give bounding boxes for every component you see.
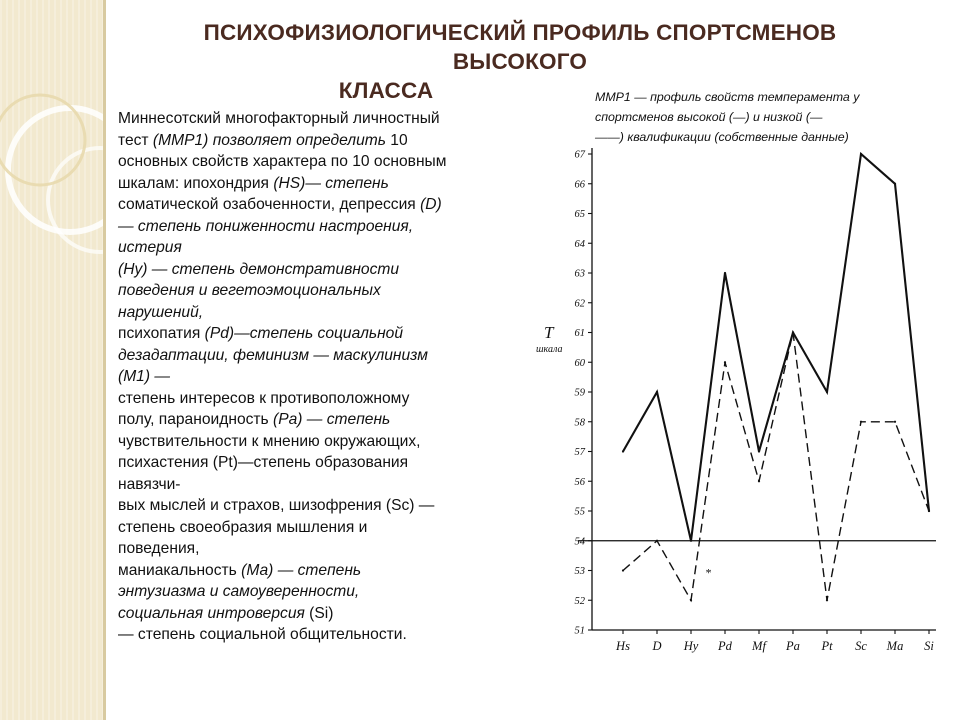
description-segment: психопатия [118,325,205,342]
data-point [690,599,692,601]
x-tick-label: Ma [886,639,904,653]
data-point [656,391,658,393]
x-tick-label: Pa [786,639,800,653]
description-segment: — степень социальной общительности. [118,626,407,643]
title-line-1: ПСИХОФИЗИОЛОГИЧЕСКИЙ ПРОФИЛЬ СПОРТСМЕНОВ [203,20,837,45]
description-line [118,173,518,195]
description-segment: энтузиазма и самоуверенности, [118,583,360,600]
y-axis-label: T [544,323,554,342]
x-tick-label: Pd [718,639,732,653]
description-segment: степень своеобразия мышления и [118,518,368,536]
description-segment: (Ма) — степень [241,561,362,579]
data-point [826,391,828,393]
y-tick-label: 60 [574,357,585,369]
title-line-2: ВЫСОКОГО [452,49,588,74]
y-tick-label: 66 [574,179,585,191]
description-line [118,323,518,345]
sidebar-divider [103,0,106,720]
data-point [758,480,760,482]
description-line [118,280,518,302]
description-line [118,538,518,560]
chart-caption [595,87,940,147]
description-line [118,581,518,603]
description-line [118,517,518,539]
y-tick-label: 57 [574,447,585,458]
description-line [118,495,518,517]
description-segment: истерия [118,239,182,256]
description-segment: тест [118,131,153,149]
description-segment: шкалам: ипохондрия [118,174,274,192]
x-tick-label: Mf [752,639,766,653]
x-tick-label: Sc [855,639,867,653]
y-tick-label: 58 [574,417,585,429]
description-line [118,216,518,238]
description-segment: (Ну) — степень демонстративности [118,260,400,278]
description-segment: (ММР1) позволяет определить [152,131,386,149]
description-segment: (HS)— степень [273,174,389,192]
y-tick-label: 59 [574,387,585,399]
x-tick-label: Hs [616,639,630,653]
description-segment: Миннесотский многофакторный личностный [118,110,440,127]
y-tick-label: 56 [574,476,585,488]
description-segment: (М1) — [118,368,170,385]
data-point [792,331,794,333]
y-tick-label: 65 [574,209,585,220]
description-line [118,603,518,625]
y-tick-label: 61 [574,328,585,339]
decorative-sidebar [0,0,103,720]
description-line [118,560,518,582]
data-point [622,450,624,452]
description-line [118,452,518,474]
data-point [724,361,726,363]
data-point [656,540,658,542]
description-line [118,388,518,410]
y-tick-label: 62 [574,298,585,310]
description-line [118,409,518,431]
data-point [894,421,896,423]
y-tick-label: 67 [574,149,585,161]
x-tick-label: D [652,639,662,653]
description-line [118,366,518,388]
data-point [928,510,930,512]
data-point [860,421,862,423]
description-line [118,624,518,646]
data-point [758,450,760,452]
x-axis [592,630,936,653]
caption-line-2: спортсменов высокой (—) и низкой (— [595,110,823,124]
annotation-mark: * [705,565,711,580]
description-segment: (Ра) — степень [273,411,391,428]
description-line [118,237,518,259]
description-segment: (Pd)—степень социальной [204,325,404,342]
y-axis [575,148,593,637]
description-segment: соматической озабоченности, депрессия [118,196,421,213]
description-line [118,130,518,152]
description-line [118,431,518,453]
description-segment: психастения (Pt)—степень образования [118,454,409,471]
description-segment: маниакальность [118,561,242,579]
description-segment: — степень пониженности настроения, [118,217,414,235]
data-point [690,540,692,542]
y-tick-label: 51 [574,625,585,637]
series-group [622,153,930,601]
data-point [826,599,828,601]
description-line [118,194,518,216]
description-segment: 10 [385,131,408,149]
description-segment: основных свойств характера по 10 основным [118,153,447,170]
y-axis-sublabel: шкала [536,344,563,355]
description-line [118,474,518,496]
annotations [705,566,711,580]
description-line [118,302,518,324]
data-point [894,183,896,185]
decorative-circles [0,0,103,720]
series-line-low-qualification [623,333,929,601]
description-line [118,108,518,130]
y-tick-label: 52 [574,595,585,607]
caption-line-3: ——) квалификации (собственные данные) [595,130,849,144]
description-segment: нарушений, [118,303,204,321]
y-tick-label: 64 [574,238,585,250]
description-segment: (Si) [309,604,334,622]
description-line [118,345,518,367]
description-segment: чувствительности к мнению окружающих, [118,432,421,450]
description-segment: навязчи- [118,475,181,493]
data-point [622,569,624,571]
y-tick-label: 54 [574,536,585,548]
y-tick-label: 53 [574,566,585,577]
description-segment: дезадаптации, феминизм — маскулинизм [118,346,428,364]
description-segment: поведения, [118,540,200,557]
description-segment: вых мыслей и страхов, шизофрения (Sc) — [118,497,435,514]
mmpi-profile-chart [520,140,950,660]
caption-line-1: ММР1 — профиль свойств темперамента у [595,90,860,104]
mmpi-description [118,108,518,646]
title-line-3: КЛАССА [338,78,434,103]
data-point [860,153,862,155]
data-point [724,272,726,274]
x-tick-label: Hy [683,639,699,653]
series-line-high-qualification [623,154,929,541]
description-segment: социальная интроверсия [118,604,310,622]
y-tick-label: 55 [574,506,585,518]
description-line [118,151,518,173]
x-tick-label: Si [924,639,934,653]
y-tick-label: 63 [574,268,585,280]
description-line [118,259,518,281]
description-segment: (D) [420,196,442,213]
description-segment: степень интересов к противоположному [118,389,410,407]
description-segment: полу, параноидность [118,411,274,428]
description-segment: поведения и вегетоэмоциональных [118,282,381,299]
x-tick-label: Pt [821,639,833,653]
